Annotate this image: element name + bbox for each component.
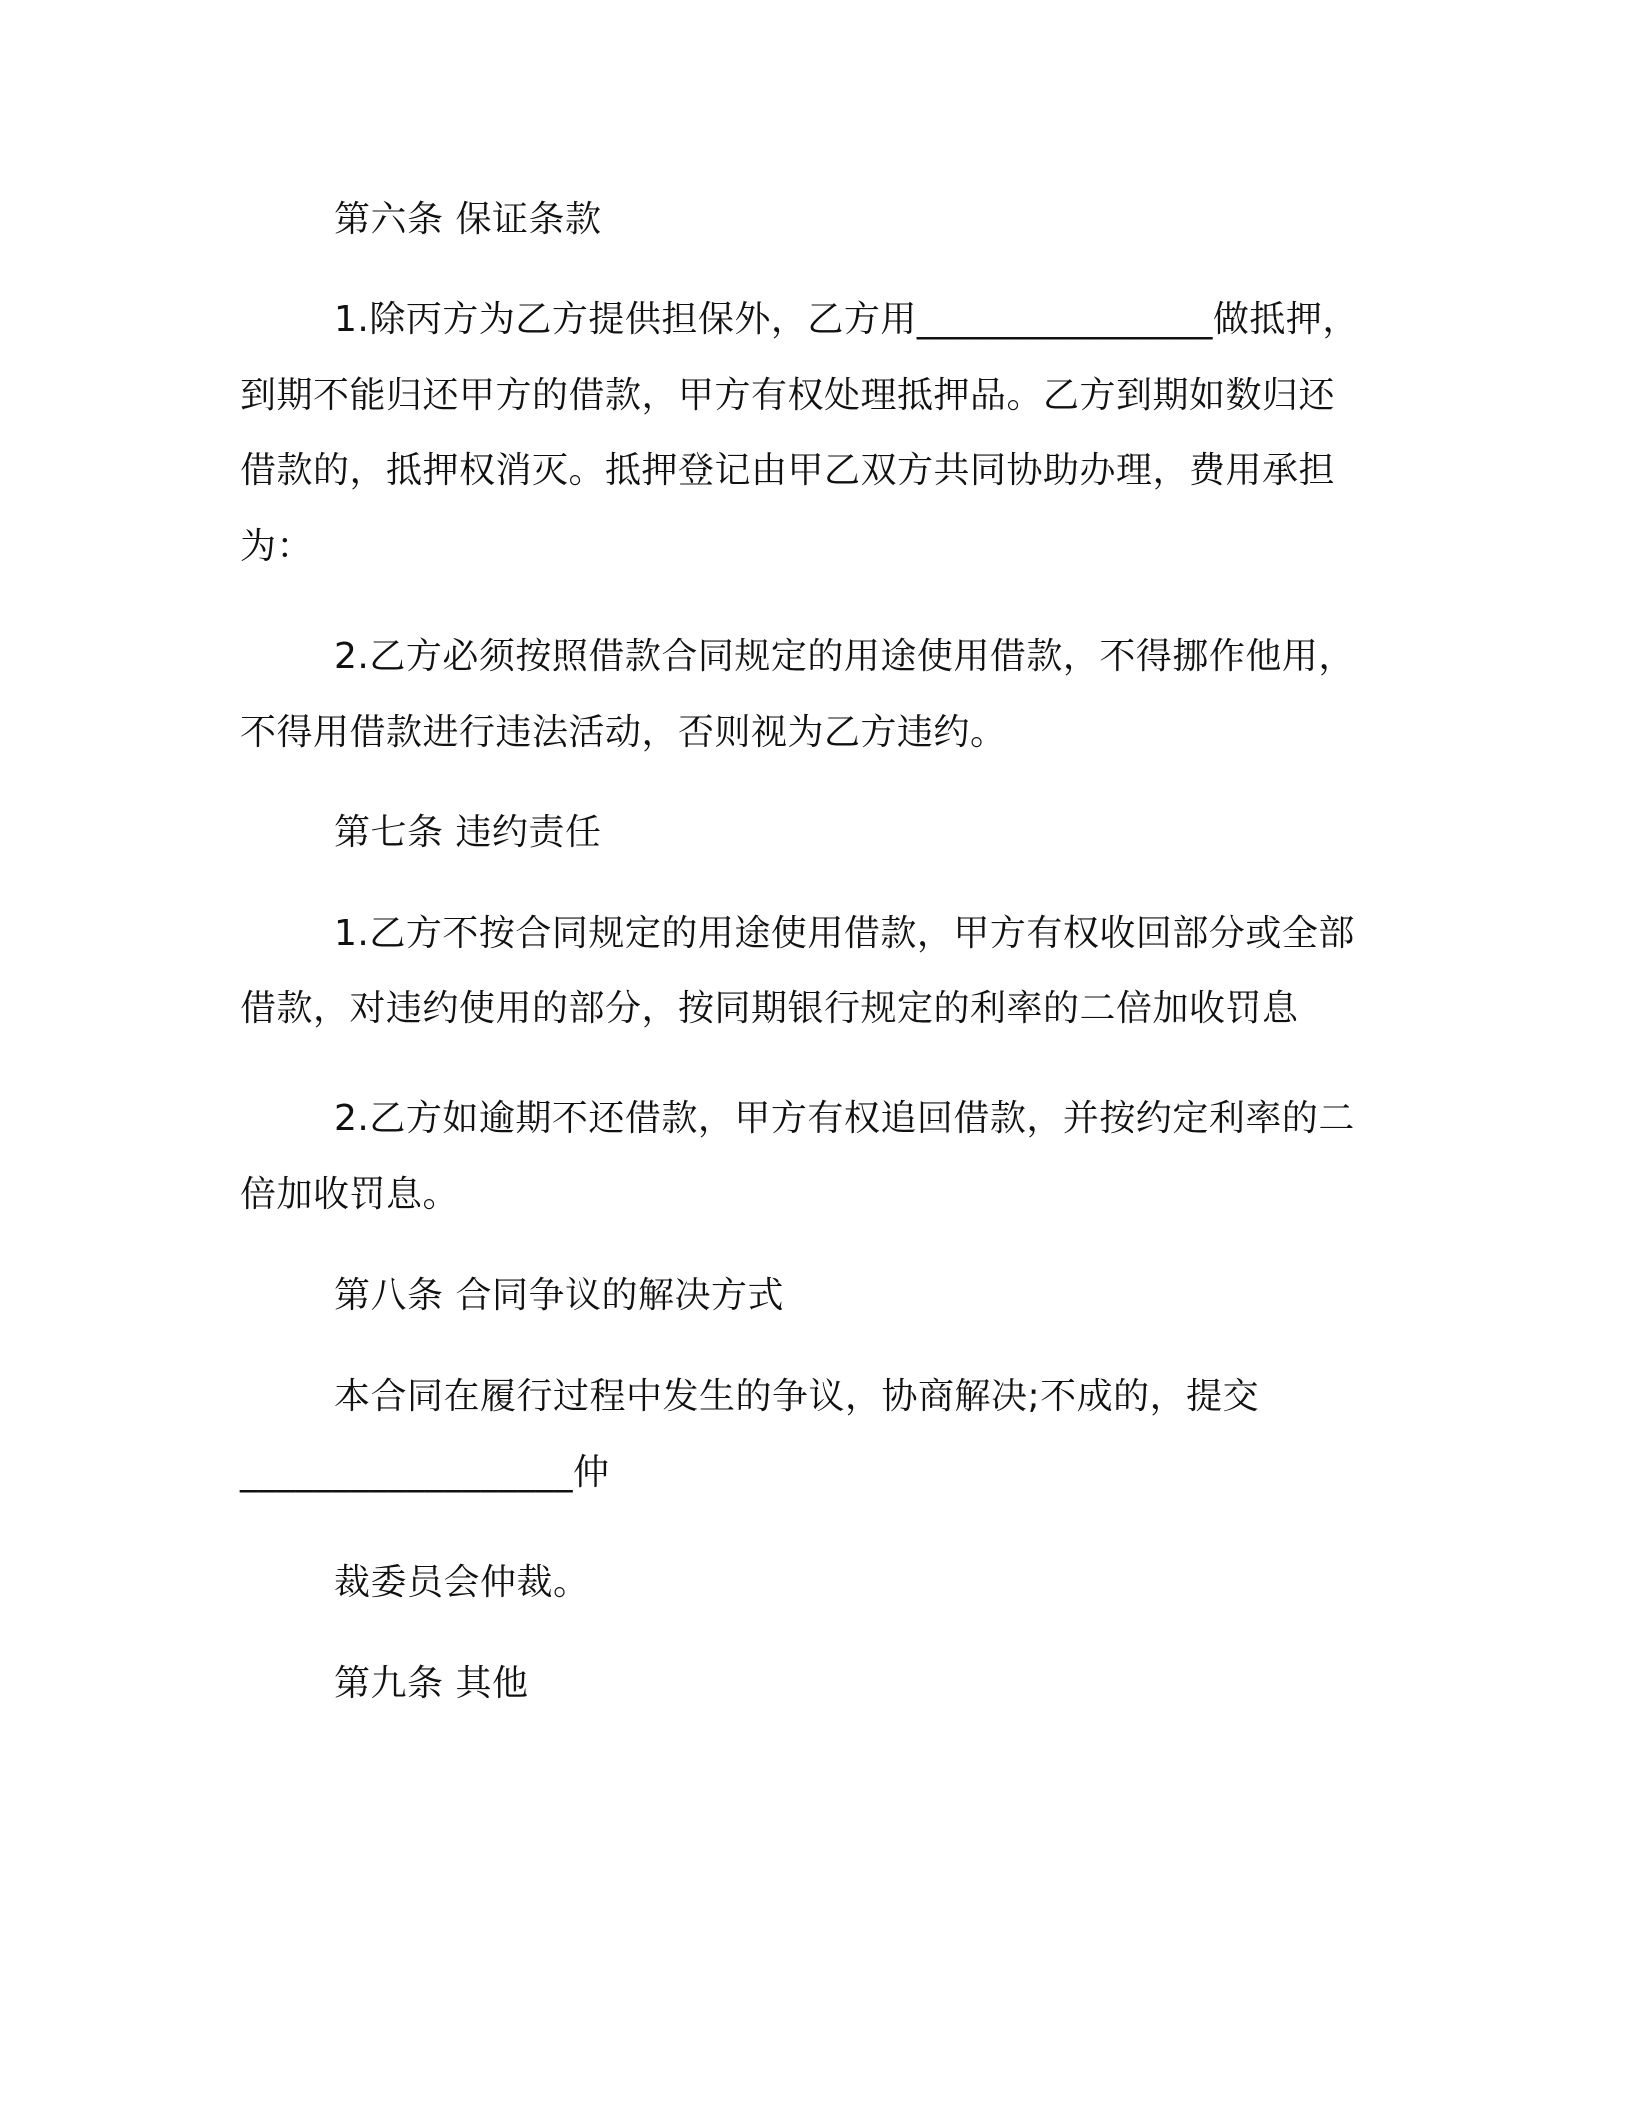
article-8-para-1-line-2: __________________仲 [240,1452,610,1493]
article-6-para-2-line-1: 2.乙方必须按照借款合同规定的用途使用借款，不得挪作他用， [334,636,1355,677]
article-6-para-2-line-2: 不得用借款进行违法活动，否则视为乙方违约。 [240,712,1007,753]
article-7-heading: 第七条 违约责任 [334,812,602,853]
article-6-para-1-line-2: 到期不能归还甲方的借款，甲方有权处理抵押品。乙方到期如数归还 [240,375,1336,416]
article-6-para-1-line-4: 为： [240,526,314,567]
article-7-para-1-line-1: 1.乙方不按合同规定的用途使用借款，甲方有权收回部分或全部 [334,913,1355,954]
article-7-para-2-line-2: 倍加收罚息。 [240,1174,460,1215]
article-6-heading: 第六条 保证条款 [334,199,602,240]
article-8-para-2: 裁委员会仲裁。 [334,1562,590,1603]
article-8-para-1-line-1: 本合同在履行过程中发生的争议，协商解决;不成的，提交 [334,1376,1260,1417]
article-7-para-1-line-2: 借款，对违约使用的部分，按同期银行规定的利率的二倍加收罚息 [240,988,1299,1029]
article-8-heading: 第八条 合同争议的解决方式 [334,1275,784,1316]
article-7-para-2-line-1: 2.乙方如逾期不还借款，甲方有权追回借款，并按约定利率的二 [334,1098,1355,1139]
article-9-heading: 第九条 其他 [334,1663,529,1704]
article-6-para-1-line-3: 借款的，抵押权消灭。抵押登记由甲乙双方共同协助办理，费用承担 [240,450,1336,491]
article-6-para-1-line-1: 1.除丙方为乙方提供担保外，乙方用________________做抵押， [334,299,1359,340]
